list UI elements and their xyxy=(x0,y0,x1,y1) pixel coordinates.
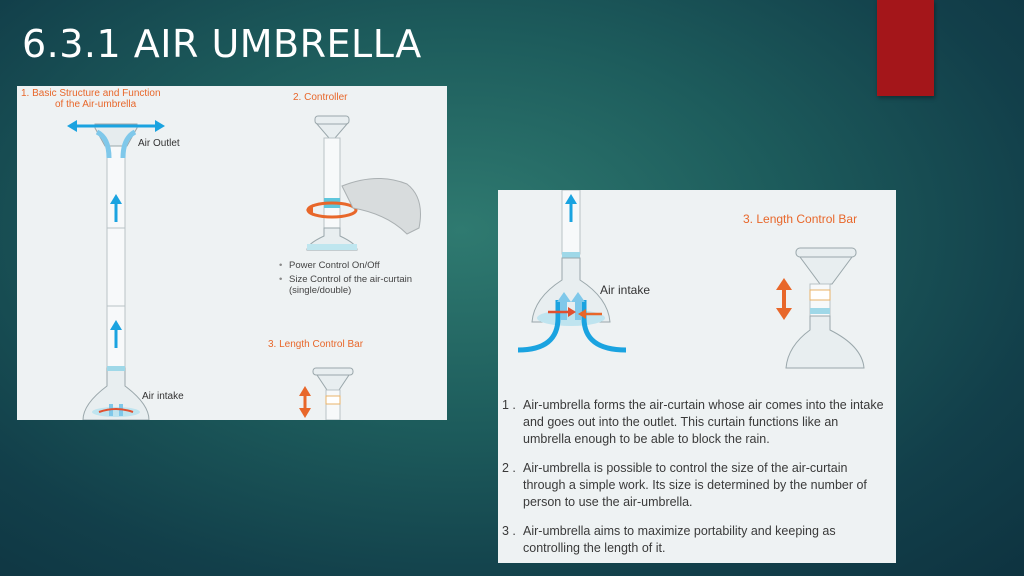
air-intake-label: Air intake xyxy=(600,283,651,297)
length-control-bar-title: 3. Length Control Bar xyxy=(268,339,364,350)
controller-feature-list xyxy=(279,260,447,299)
function-note xyxy=(502,523,884,557)
controller-feature-power: • Power Control On/Off xyxy=(279,260,447,271)
section1-title-line1: 1. Basic Structure and Function xyxy=(21,88,161,99)
note-text: Air-umbrella forms the air-curtain whose air comes into the intake and goes out into the outlet. This curtain functions like an umbrella enough to be able to block the rain. xyxy=(523,398,884,446)
function-note xyxy=(502,397,884,448)
section1-title-line2: of the Air-umbrella xyxy=(55,99,137,110)
note-text: Air-umbrella aims to maximize portability and keeping as controlling the length of it. xyxy=(523,524,836,555)
title-accent-tab xyxy=(877,0,934,96)
air-umbrella-structure-illustration xyxy=(17,86,447,420)
function-notes-panel xyxy=(498,190,896,563)
controller-feature-size: • Size Control of the air-curtain (single/double) xyxy=(279,274,447,296)
function-note xyxy=(502,460,884,511)
air-outlet-label: Air Outlet xyxy=(138,138,180,149)
note-number: 1 . xyxy=(502,398,516,412)
air-intake-label: Air intake xyxy=(142,391,184,402)
note-text: Air-umbrella is possible to control the size of the air-curtain through a simple work. Its size is determined by the number of person to use the air-umbrella. xyxy=(523,461,867,509)
note-number: 2 . xyxy=(502,461,516,475)
structure-diagram-panel xyxy=(17,86,447,420)
controller-title: 2. Controller xyxy=(293,92,348,103)
slide-title: 6.3.1 AIR UMBRELLA xyxy=(22,22,422,66)
note-number: 3 . xyxy=(502,524,516,538)
length-control-bar-title: 3. Length Control Bar xyxy=(743,212,858,226)
